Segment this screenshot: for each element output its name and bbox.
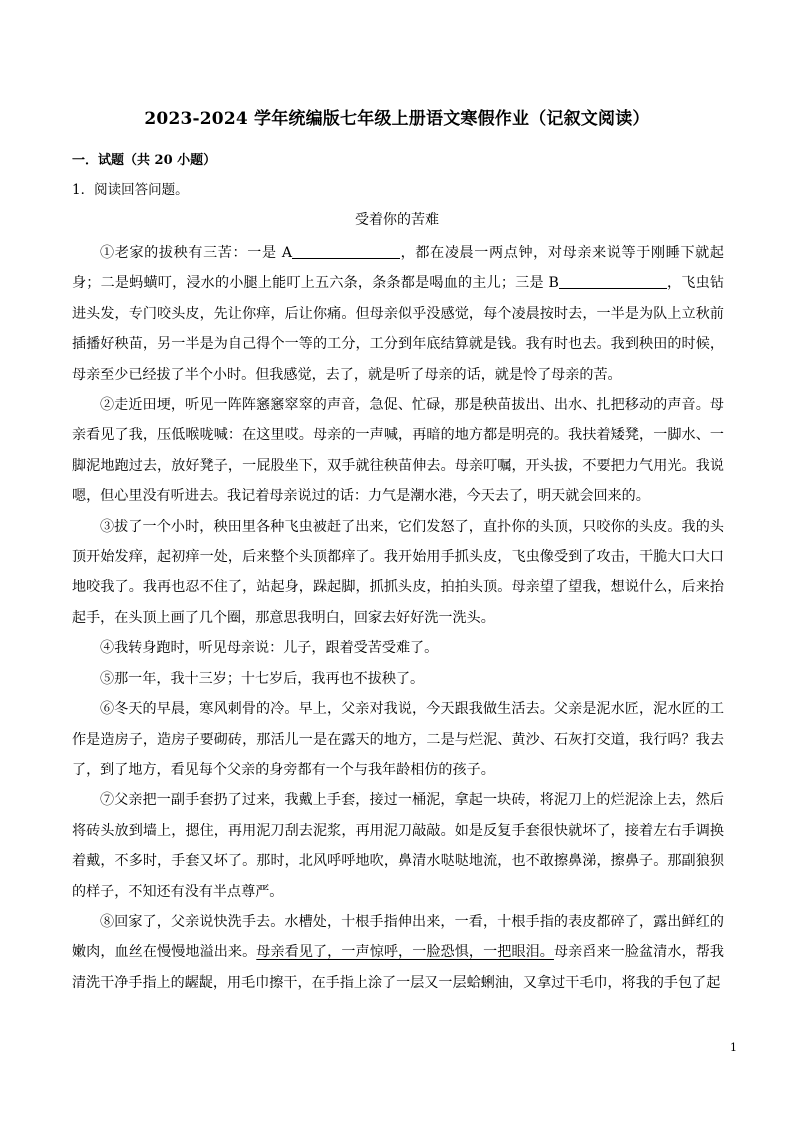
paragraph-3: ③拔了一个小时，秧田里各种飞虫被赶了出来，它们发怒了，直扑你的头顶，只咬你的头皮。我的头顶开始发痒，起初痒一处，后来整个头顶都痒了。我开始用手抓头皮，飞虫像受到了攻击，干脆大口大口地咬我了。我再也忍不住了，站起身，跺起脚，抓抓头皮，拍拍头顶。母亲望了望我，想说什么，后来抬起手，在头顶上画了几个圈，那意思我明白，回家去好好洗一洗头。 — [72, 518, 724, 626]
answer-blank-b[interactable] — [559, 274, 667, 289]
question-prompt: 1．阅读回答问题。 — [72, 182, 189, 198]
paragraph-8 — [72, 907, 724, 998]
underlined-sentence: 母亲看见了，一声惊呼，一脸恐惧，一把眼泪。 — [256, 944, 554, 961]
section-heading: 一．试题（共 20 小题） — [72, 153, 217, 168]
paragraph-1-part-b: ，都在凌晨一两点钟，对母亲来说等于刚睡下就起身；二是蚂蟥叮，浸水的小腿上能叮上五六条，条条都是喝血的主儿；三是 B — [72, 245, 724, 292]
passage-title: 受着你的苦难 — [355, 212, 439, 228]
paragraph-6: ⑥冬天的早晨，寒风刺骨的冷。早上，父亲对我说，今天跟我做生活去。父亲是泥水匠，泥水匠的工作是造房子，造房子要砌砖，那活儿一是在露天的地方，二是与烂泥、黄沙、石灰打交道，我行吗？我去了，到了地方，看见每个父亲的身旁都有一个与我年龄相仿的孩子。 — [72, 701, 724, 778]
paragraph-8-part-c: 母亲舀来一脸盆清水，帮我清洗干净手指上的龌龊，用毛巾擦干，在手指上涂了一层又一层蛤蜊油，又拿过干毛巾，将我的手包了起 — [72, 944, 725, 991]
paragraph-7: ⑦父亲把一副手套扔了过来，我戴上手套，接过一桶泥，拿起一块砖，将泥刀上的烂泥涂上去，然后将砖头放到墙上，摁住，再用泥刀刮去泥浆，再用泥刀敲敲。如是反复手套很快就坏了，接着左右手调换着戴，不多时，手套又坏了。那时，北风呼呼地吹，鼻清水哒哒地流，也不敢擦鼻涕，擦鼻子。那副狼狈的样子，不知还有没有半点尊严。 — [72, 792, 724, 900]
paragraph-4: ④我转身跑时，听见母亲说：儿子，跟着受苦受难了。 — [100, 640, 439, 657]
answer-blank-a[interactable] — [292, 244, 400, 259]
page-number: 1 — [730, 1041, 737, 1054]
paragraph-2: ②走近田埂，听见一阵阵窸窸窣窣的声音，急促、忙碌，那是秧苗拔出、出水、扎把移动的声音。母亲看见了我，压低喉咙喊：在这里哎。母亲的一声喊，再暗的地方都是明亮的。我扶着矮凳，一脚水、一脚泥地跑过去，放好凳子，一屁股坐下，双手就往秧苗伸去。母亲叮嘱，开头拔，不要把力气用光。我说嗯，但心里没有听进去。我记着母亲说过的话：力气是潮水港，今天去了，明天就会回来的。 — [72, 397, 724, 505]
passage-body — [72, 238, 724, 998]
paragraph-5: ⑤那一年，我十三岁；十七岁后，我再也不拔秧了。 — [100, 670, 425, 687]
page-title: 2023-2024 学年统编版七年级上册语文寒假作业（记叙文阅读） — [144, 109, 650, 129]
paragraph-8-part-a: ⑧回家了，父亲说快洗手去。水槽处，十根手指伸出来，一看，十根手指的表皮都碎了，露出鲜红的嫩肉，血丝在慢慢地溢出来。 — [72, 913, 724, 961]
paragraph-1-part-a: ①老家的拔秧有三苦：一是 A — [100, 245, 293, 261]
paragraph-1-part-c: ，飞虫钻进头发，专门咬头皮，先让你痒，后让你痛。但母亲似乎没感觉，每个凌晨按时去，一半是为队上立秋前插播好秧苗，另一半是为自己得个一等的工分，工分到年底结算就是钱。我有时也去。我到秧田的时候，母亲至少已经拔了半个小时。但我感觉，去了，就是听了母亲的话，就是怜了母亲的苦。 — [72, 275, 724, 383]
paragraph-1 — [72, 238, 724, 390]
